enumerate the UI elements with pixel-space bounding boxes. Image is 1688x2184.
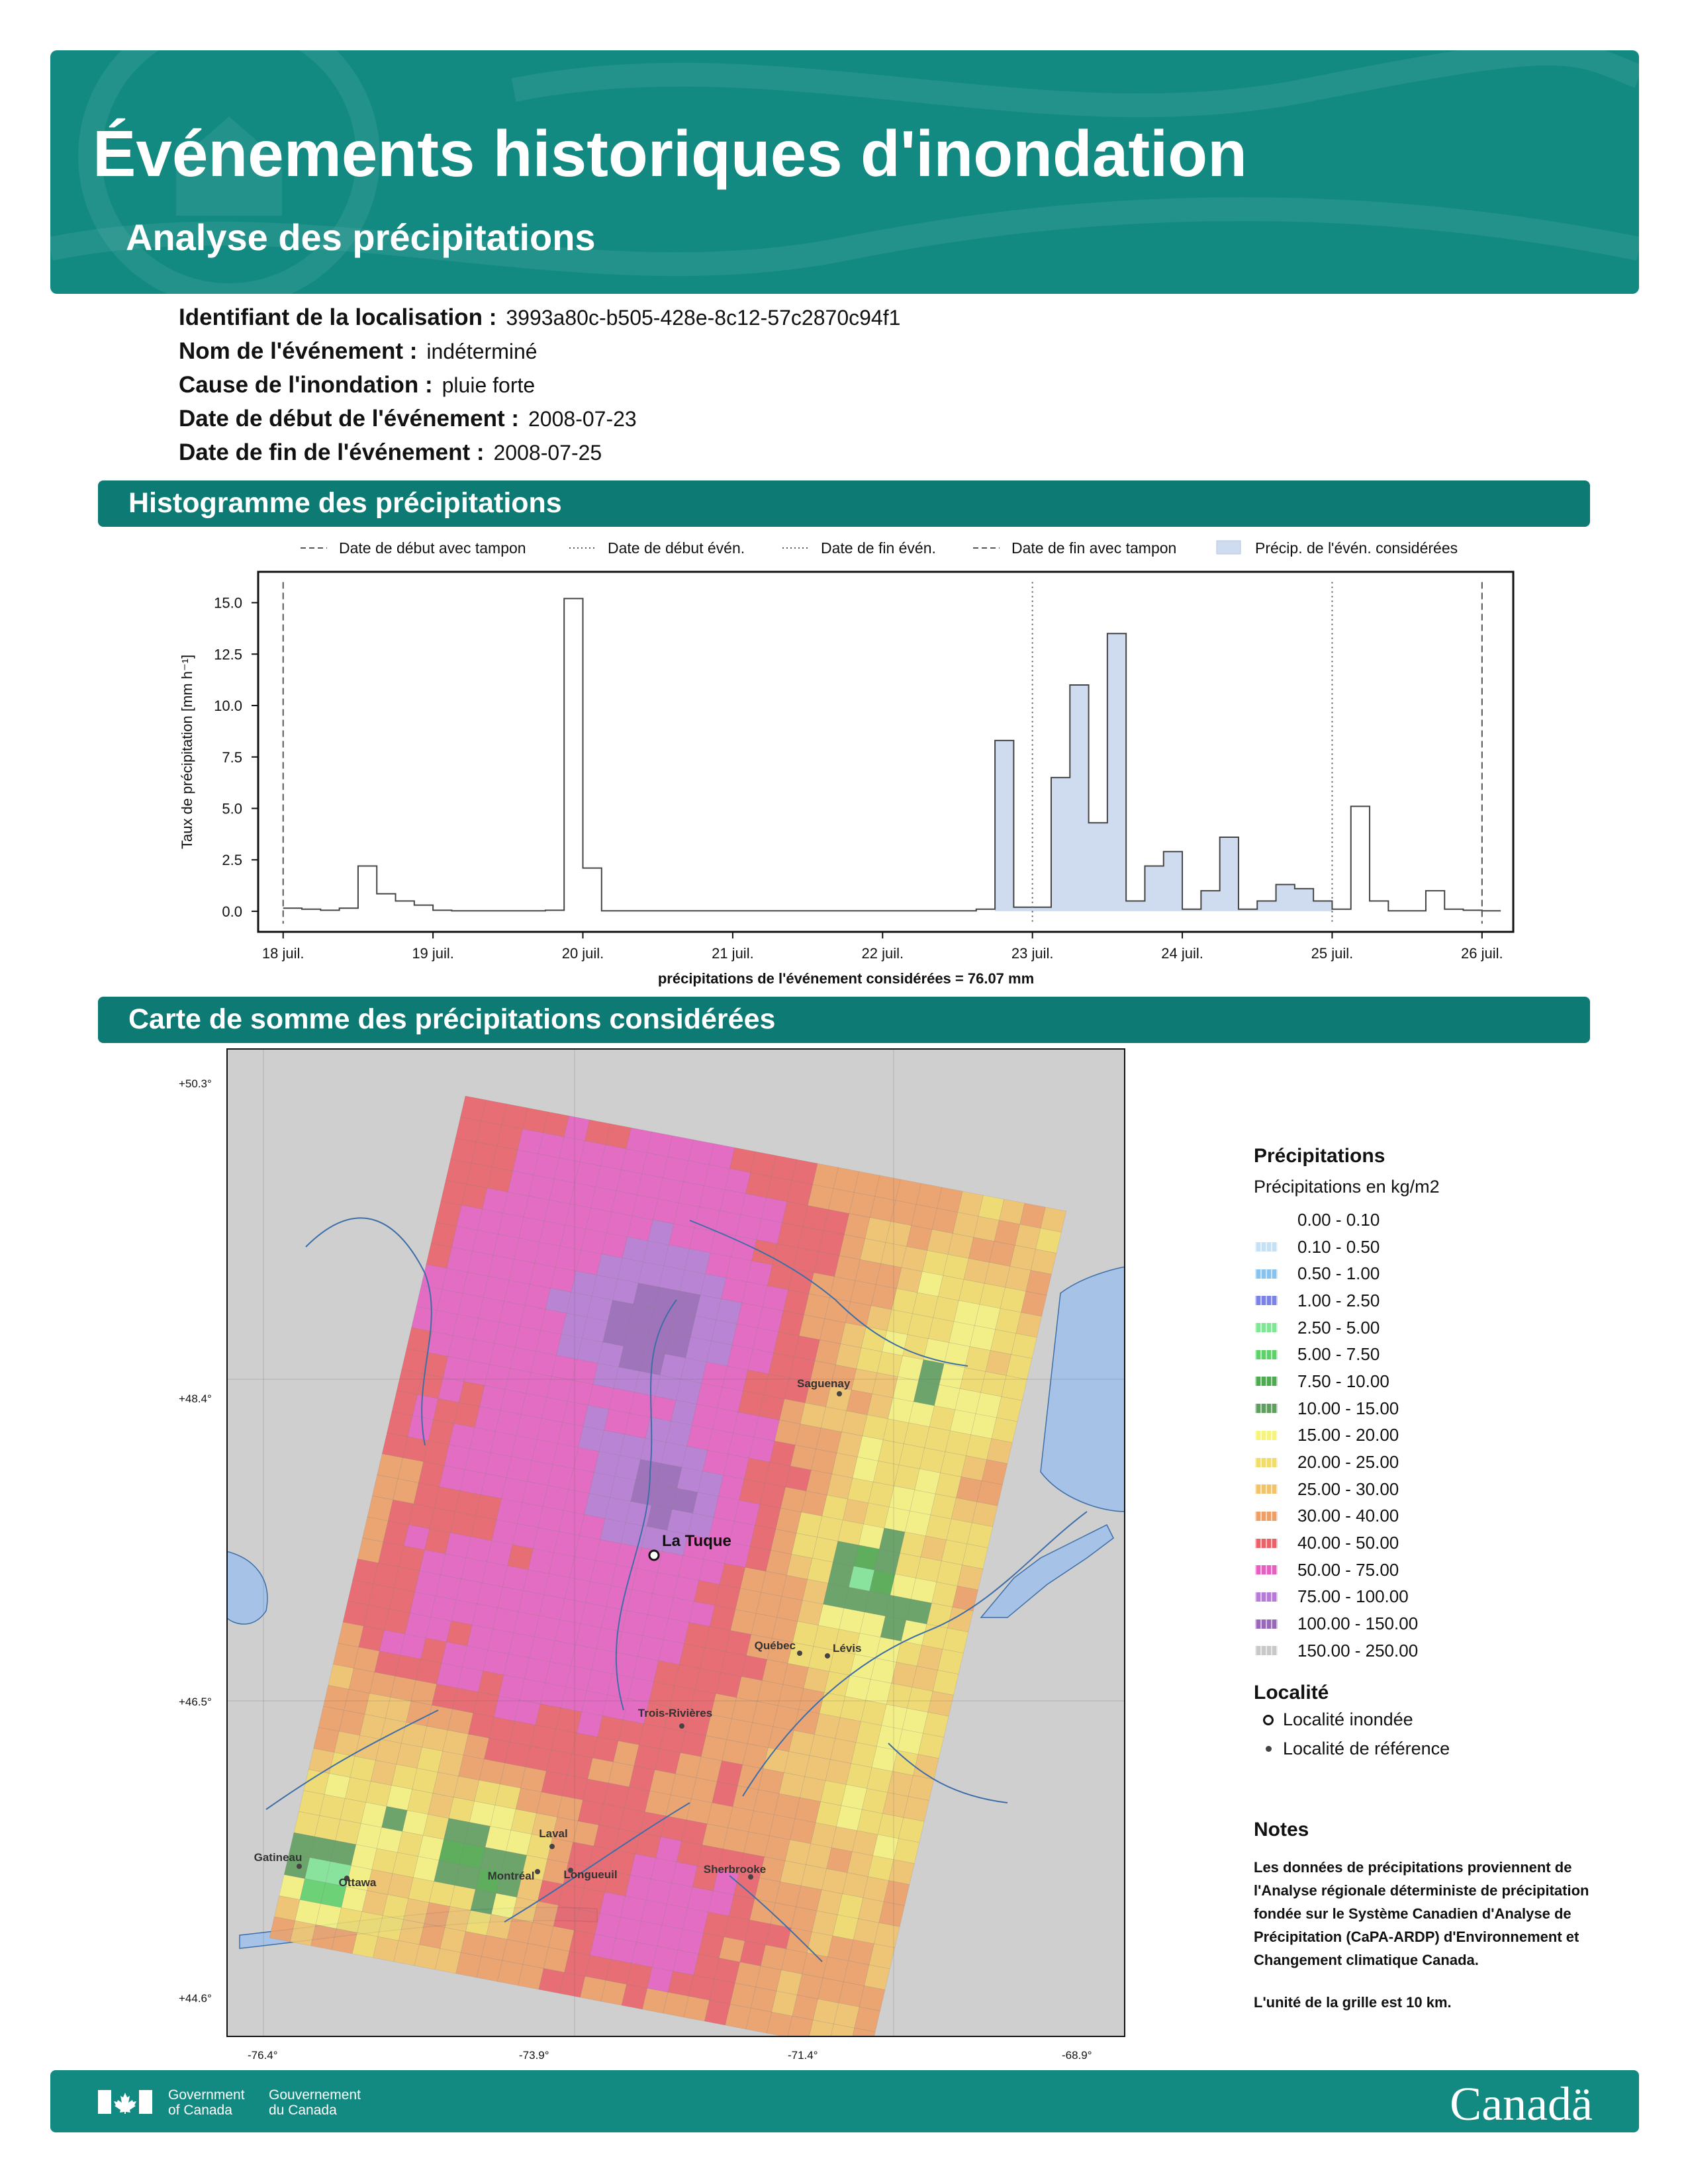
legend-swatch [1255,1512,1278,1521]
grid-cell [938,1649,964,1674]
x-tick-label: 23 juil. [1011,945,1054,962]
info-value: indéterminé [426,340,538,363]
legend-swatch [1255,1242,1278,1251]
legend-swatch [1217,541,1241,554]
lat-label: +46.5° [179,1696,212,1708]
flooded-locality-label: La Tuque [662,1532,731,1550]
grid-cell [977,1480,1003,1506]
legend-swatch [1255,1539,1278,1548]
grid-cell [1016,1312,1042,1338]
grid-cell [855,2007,880,2032]
grid-cell [884,1881,910,1906]
lat-label: +44.6° [179,1992,212,2005]
reference-locality-dot [297,1864,302,1869]
legend-item [1254,1287,1611,1314]
legend-item-label: 15.00 - 20.00 [1297,1425,1399,1445]
y-tick-label: 15.0 [214,594,242,612]
grid-cell [1036,1228,1062,1253]
grid-cell [967,1523,993,1548]
open-circle-icon [1263,1715,1274,1725]
y-tick-label: 5.0 [222,800,242,817]
info-label: Nom de l'événement : [179,338,418,364]
grid-cell [928,1691,954,1716]
grid-cell [889,1860,915,1885]
y-tick-label: 10.0 [214,698,242,715]
legend-item [1254,1449,1611,1476]
grid-cell [1026,1270,1052,1295]
legend-item [1254,1206,1611,1234]
precip-series-line [283,598,1501,911]
x-tick-label: 20 juil. [561,945,604,962]
legend-item-label: 7.50 - 10.00 [1297,1371,1389,1391]
legend-label: Date de fin avec tampon [1011,539,1177,557]
legend-item [1254,1314,1611,1342]
legend-swatch [1255,1323,1278,1332]
legend-item [1254,1610,1611,1637]
legend-item-label: 20.00 - 25.00 [1297,1452,1399,1473]
y-tick-label: 2.5 [222,852,242,869]
grid-cell [943,1628,968,1653]
x-axis-label: précipitations de l'événement considérées = 76.07 mm [657,970,1035,987]
legend-swatch [1255,1296,1278,1305]
grid-cell [1021,1291,1047,1316]
y-tick-label: 7.5 [222,749,242,766]
info-value: 2008-07-25 [493,441,602,465]
notes-text: Les données de précipitations proviennent de l'Analyse régionale déterministe de précipitation fondée sur le Système Canadien d'Analyse de Précipitation (CaPA-ARDP) d'Environnement et Changement climatique Canada. [1254,1859,1589,1968]
legend-swatch [1255,1404,1278,1413]
canada-wordmark: Canadä [1450,2077,1593,2130]
info-label: Date de fin de l'événement : [179,439,485,465]
legend-title: Précipitations [1254,1145,1385,1167]
grid-cell [987,1439,1013,1464]
legend-swatch [1255,1619,1278,1629]
grid-cell [957,1565,983,1590]
legend-list [1254,1206,1611,1664]
y-tick-label: 12.5 [214,646,242,663]
legend-swatch [1255,1592,1278,1602]
reference-locality-label: Trois-Rivières [637,1707,713,1719]
grid-cell [908,1776,934,1801]
reference-locality-label: Laval [539,1827,568,1840]
legend-item [1254,1234,1611,1261]
grid-cell [879,1901,905,1927]
reference-locality-label: Québec [754,1639,796,1652]
government-of-canada-en: Government of Canada [168,2087,245,2118]
reference-locality-dot [549,1844,555,1849]
legend-item-label: 50.00 - 75.00 [1297,1559,1399,1580]
x-tick-label: 26 juil. [1461,945,1503,962]
reference-locality-label: Ottawa [338,1876,377,1889]
lon-label: -73.9° [519,2049,549,2062]
x-tick-label: 18 juil. [261,945,305,962]
grid-cell [1041,1207,1066,1232]
info-value: 2008-07-23 [528,407,637,431]
legend-item-label: 1.00 - 2.50 [1297,1290,1380,1310]
legend-item [1254,1476,1611,1503]
legend-item-flooded-locality [1254,1707,1611,1733]
legend-subtitle: Précipitations en kg/m2 [1254,1177,1440,1197]
grid-cell [859,1986,885,2011]
grid-cell [992,1418,1017,1443]
legend-item [1254,1637,1611,1664]
reference-locality-label: Montréal [487,1870,535,1882]
legend-label: Précip. de l'évén. considérées [1255,539,1458,557]
legend-swatch [1255,1377,1278,1386]
legend-item [1254,1584,1611,1611]
legend-item [1254,1422,1611,1449]
legend-item-label: 10.00 - 15.00 [1297,1398,1399,1418]
legend-swatch [1255,1269,1278,1279]
x-tick-label: 22 juil. [861,945,904,962]
section-title: Carte de somme des précipitations considérées [128,1003,776,1035]
info-value: 3993a80c-b505-428e-8c12-57c2870c94f1 [506,306,901,330]
legend-item-label: 75.00 - 100.00 [1297,1586,1409,1607]
event-precip-fill [995,633,1332,911]
legend-item-label: 0.50 - 1.00 [1297,1263,1380,1284]
legend-item [1254,1341,1611,1368]
grid-cell [1006,1355,1032,1380]
info-label: Date de début de l'événement : [179,406,519,432]
map-legend [1254,1145,1611,1762]
reference-locality-label: Sherbrooke [703,1863,767,1876]
section-header-map [98,997,1590,1043]
legend-item [1254,1503,1611,1530]
dot-icon [1266,1746,1272,1752]
reference-locality-label: Longueuil [563,1868,618,1881]
grid-cell [972,1502,998,1527]
page-title: Événements historiques d'inondation [93,117,1247,190]
notes-title: Notes [1254,1819,1309,1841]
legend-item-label: 30.00 - 40.00 [1297,1506,1399,1526]
lon-label: -71.4° [788,2049,818,2062]
x-tick-label: 24 juil. [1161,945,1203,962]
canada-flag-icon [98,2090,152,2114]
legend-swatch [1255,1646,1278,1655]
lon-label: -68.9° [1062,2049,1092,2062]
reference-locality-dot [679,1723,684,1729]
legend-label: Date de début évén. [608,539,745,557]
grid-cell [874,1923,900,1948]
locality-legend-title: Localité [1254,1681,1329,1704]
precipitation-histogram-chart [0,0,1688,1006]
legend-item-label: 150.00 - 250.00 [1297,1640,1419,1661]
x-tick-label: 21 juil. [712,945,754,962]
footer [50,2070,1639,2132]
grid-cell [869,1944,895,1969]
notes-grid-unit: L'unité de la grille est 10 km. [1254,1994,1452,2011]
reference-locality-dot [535,1869,540,1874]
info-value: pluie forte [442,373,536,397]
legend-label: Date de fin évén. [821,539,936,557]
grid-cell [996,1396,1022,1422]
legend-item-label: Localité de référence [1283,1739,1450,1759]
legend-swatch [1255,1215,1278,1224]
x-tick-label: 25 juil. [1311,945,1354,962]
grid-cell [933,1670,959,1696]
grid-cell [962,1544,988,1569]
flooded-locality-marker [649,1551,659,1560]
legend-item [1254,1368,1611,1395]
grid-cell [953,1586,978,1611]
legend-swatch [1255,1458,1278,1467]
grid-cell [865,1965,890,1990]
grid-cell [1031,1250,1056,1275]
grid-cell [904,1796,929,1821]
legend-item-label: 5.00 - 7.50 [1297,1344,1380,1365]
legend-swatch [1255,1484,1278,1494]
government-of-canada-fr: Gouvernement du Canada [269,2087,361,2118]
legend-swatch [1255,1431,1278,1440]
notes [1254,1819,1611,2011]
grid-cell [918,1733,944,1758]
reference-locality-dot [837,1391,842,1396]
precipitation-sum-map [226,1048,1125,2037]
reference-locality-dot [797,1651,802,1656]
lat-label: +48.4° [179,1392,212,1405]
legend-item [1254,1395,1611,1422]
section-title: Histogramme des précipitations [128,487,562,519]
grid-cell [1011,1334,1037,1359]
grid-cell [894,1839,919,1864]
legend-item-label: Localité inondée [1283,1709,1413,1730]
legend-item-label: 40.00 - 50.00 [1297,1533,1399,1553]
legend-item-label: 0.00 - 0.10 [1297,1209,1380,1230]
legend-item-label: 100.00 - 150.00 [1297,1614,1419,1634]
lat-label: +50.3° [179,1077,212,1090]
lon-label: -76.4° [248,2049,278,2062]
page-subtitle: Analyse des précipitations [126,216,596,258]
legend-label: Date de début avec tampon [339,539,526,557]
grid-cell [982,1460,1008,1485]
legend-item-reference-locality [1254,1736,1611,1762]
x-tick-label: 19 juil. [412,945,454,962]
grid-cell [898,1817,924,1843]
grid-cell [914,1754,939,1780]
y-axis-label: Taux de précipitation [mm h⁻¹] [179,654,195,850]
legend-item-label: 25.00 - 30.00 [1297,1479,1399,1499]
chart-frame [258,572,1513,932]
legend-swatch [1255,1350,1278,1359]
legend-item [1254,1529,1611,1557]
y-tick-label: 0.0 [222,903,242,920]
reference-locality-label: Saguenay [797,1377,851,1390]
legend-swatch [1255,1565,1278,1574]
legend-item-label: 0.10 - 0.50 [1297,1236,1380,1257]
legend-item [1254,1260,1611,1287]
reference-locality-label: Lévis [833,1642,862,1655]
info-label: Identifiant de la localisation : [179,304,497,330]
reference-locality-dot [825,1653,830,1659]
grid-cell [923,1712,949,1737]
legend-item-label: 2.50 - 5.00 [1297,1317,1380,1338]
legend-item [1254,1557,1611,1584]
info-label: Cause de l'inondation : [179,372,433,398]
reference-locality-label: Gatineau [254,1851,303,1864]
